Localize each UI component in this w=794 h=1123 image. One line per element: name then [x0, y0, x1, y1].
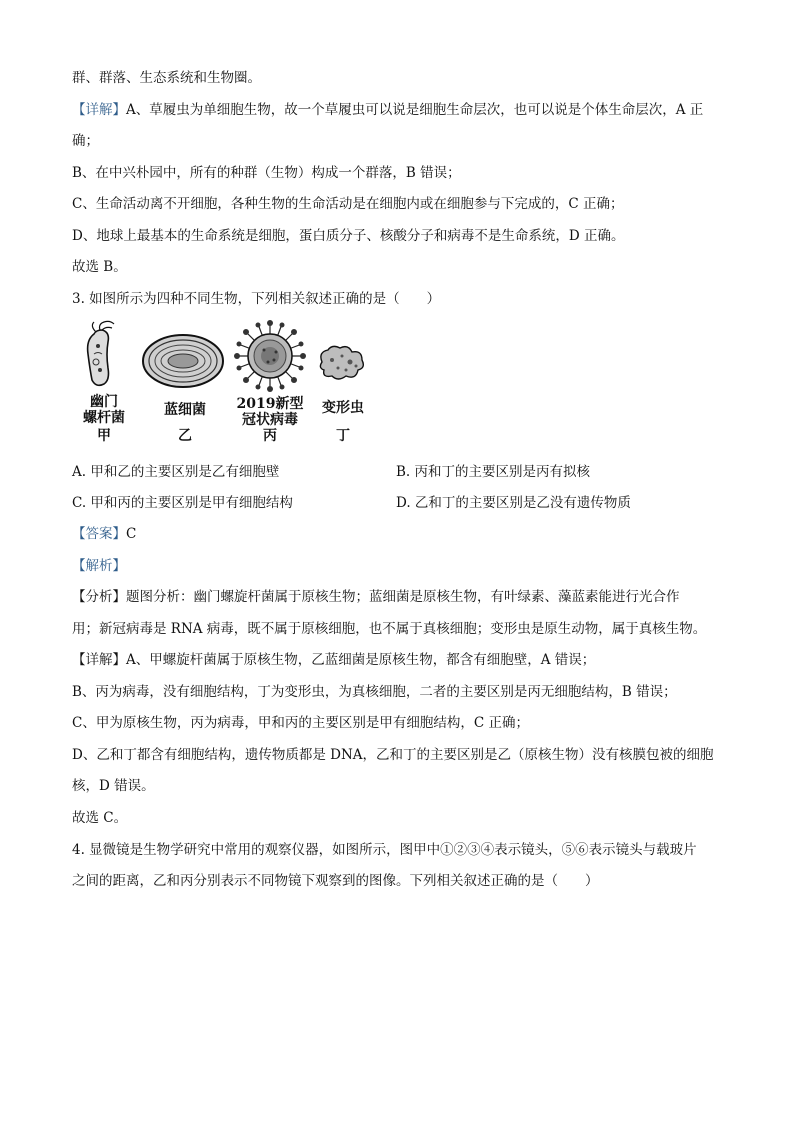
text-line: 故选 C。 [72, 810, 128, 826]
label-letter-yi: 乙 [178, 428, 192, 444]
label-amoeba: 变形虫 [322, 400, 364, 416]
question-stem-cont: 之间的距离，乙和丙分别表示不同物镜下观察到的图像。下列相关叙述正确的是（ ） [72, 873, 599, 889]
option-d: D. 乙和丁的主要区别是乙没有遗传物质 [396, 495, 631, 511]
text-line: B、丙为病毒，没有细胞结构，丁为变形虫，为真核细胞，二者的主要区别是丙无细胞结构，B 错误； [72, 684, 677, 700]
detail-tag: 【详解】 [72, 652, 126, 668]
label-cyanobacteria: 蓝细菌 [164, 402, 206, 418]
answer-tag: 【答案】 [72, 526, 126, 542]
answer-line [72, 524, 136, 544]
text-line: 故选 B。 [72, 259, 127, 275]
text-line: 群、群落、生态系统和生物圈。 [72, 70, 261, 86]
label-helicobacter-line1: 幽门 [90, 394, 118, 410]
text-line: C、甲为原核生物，丙为病毒，甲和丙的主要区别是甲有细胞结构，C 正确； [72, 715, 529, 731]
detail-paragraph [72, 650, 595, 670]
amoeba-image [316, 342, 366, 384]
detail-tag: 【详解】 [72, 102, 126, 118]
label-letter-jia: 甲 [97, 428, 111, 444]
coronavirus-image [234, 320, 306, 392]
helicobacter-image [80, 320, 120, 392]
question-stem: 3. 如图所示为四种不同生物，下列相关叙述正确的是（ ） [72, 291, 441, 307]
organisms-figure [72, 320, 372, 448]
option-a: A. 甲和乙的主要区别是乙有细胞壁 [72, 464, 280, 480]
label-coronavirus-line2: 冠状病毒 [242, 412, 298, 428]
analysis-heading [72, 556, 126, 576]
analysis-tag: 【解析】 [72, 558, 126, 574]
text-line: A、草履虫为单细胞生物，故一个草履虫可以说是细胞生命层次，也可以说是个体生命层次，A 正 [126, 102, 704, 118]
text-line: 题图分析：幽门螺旋杆菌属于原核生物；蓝细菌是原核生物，有叶绿素、藻蓝素能进行光合作 [126, 589, 680, 605]
question-stem: 4. 显微镜是生物学研究中常用的观察仪器，如图所示，图甲中①②③④表示镜头，⑤⑥表示镜头与载玻片 [72, 842, 697, 858]
label-helicobacter-line2: 螺杆菌 [83, 410, 125, 426]
analysis-paragraph [72, 587, 680, 607]
label-coronavirus-line1: 2019新型 [236, 396, 304, 412]
label-letter-ding: 丁 [336, 428, 350, 444]
label-letter-bing: 丙 [263, 428, 277, 444]
cyanobacteria-image [140, 332, 226, 390]
text-line: 用；新冠病毒是 RNA 病毒，既不属于原核细胞，也不属于真核细胞；变形虫是原生动物，属于真核生物。 [72, 621, 707, 637]
text-line: A、甲螺旋杆菌属于原核生物，乙蓝细菌是原核生物，都含有细胞壁，A 错误； [126, 652, 596, 668]
text-line: D、乙和丁都含有细胞结构，遗传物质都是 DNA，乙和丁的主要区别是乙（原核生物）没有核膜包被的细胞 [72, 747, 714, 763]
fenxi-tag: 【分析】 [72, 589, 126, 605]
text-line: B、在中兴朴园中，所有的种群（生物）构成一个群落，B 错误； [72, 165, 461, 181]
text-line: 确； [72, 133, 99, 149]
option-b: B. 丙和丁的主要区别是丙有拟核 [396, 464, 591, 480]
text-line: D、地球上最基本的生命系统是细胞，蛋白质分子、核酸分子和病毒不是生命系统，D 正确。 [72, 228, 625, 244]
text-line: C、生命活动离不开细胞，各种生物的生命活动是在细胞内或在细胞参与下完成的，C 正确； [72, 196, 624, 212]
option-c: C. 甲和丙的主要区别是甲有细胞结构 [72, 495, 293, 511]
text-line: 核，D 错误。 [72, 778, 155, 794]
answer-value: C [126, 526, 137, 542]
detail-paragraph [72, 100, 703, 120]
